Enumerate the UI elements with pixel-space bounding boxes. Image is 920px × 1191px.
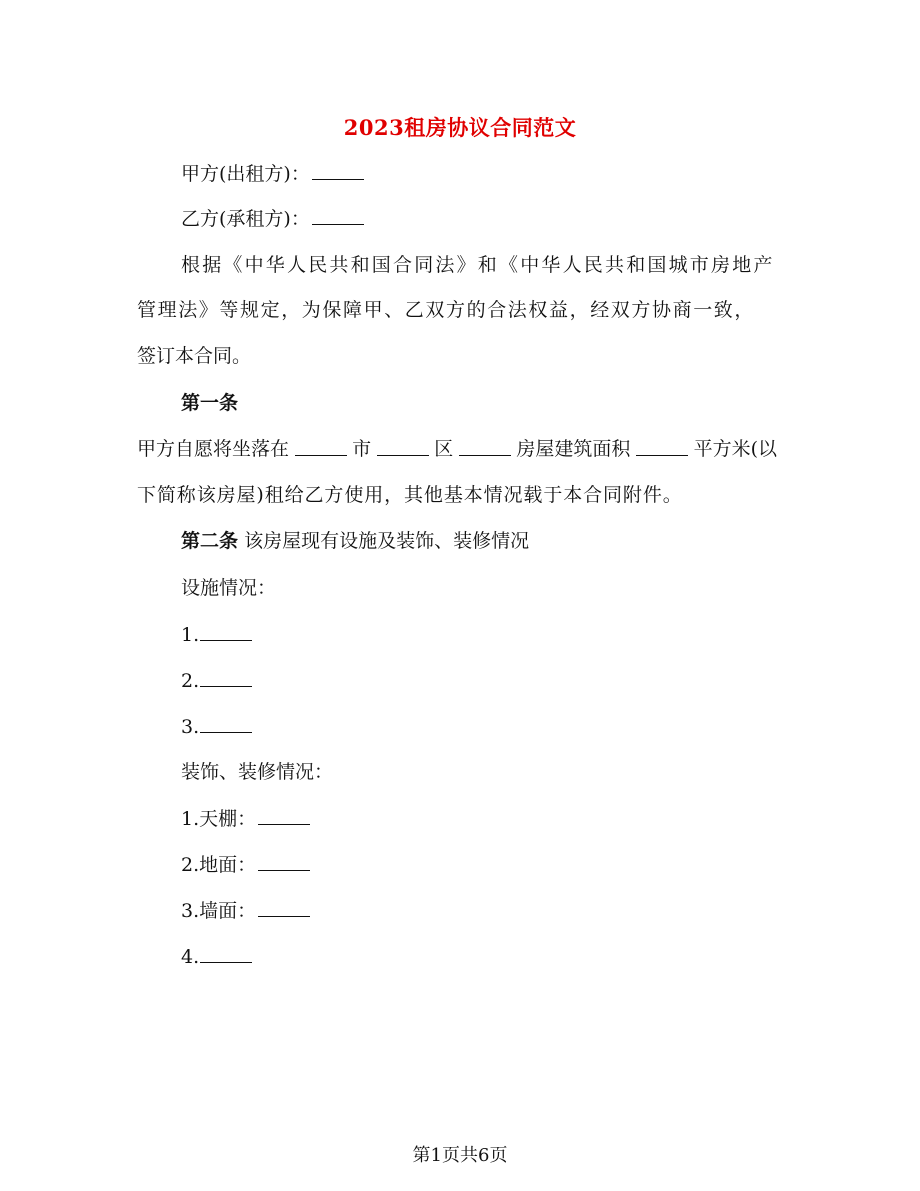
decoration-item-2: [181, 852, 312, 877]
decoration-item-3: [181, 898, 312, 923]
facility-item-2-blank: [200, 668, 252, 687]
decoration-item-3-blank: [258, 898, 310, 917]
article-2-heading-text: 该房屋现有设施及装饰、装修情况: [244, 530, 530, 552]
facility-item-1-blank: [200, 622, 252, 641]
facility-item-2-label: 2.: [181, 670, 200, 692]
facility-item-3-blank: [200, 714, 252, 733]
article-1-text-sqm: 平方米(以: [693, 438, 777, 460]
area-blank: [636, 437, 688, 456]
preamble-line-3: 签订本合同。: [137, 345, 252, 367]
party-a-blank: [312, 161, 364, 180]
decoration-item-3-label: 3.墙面：: [181, 900, 257, 922]
address-blank: [459, 437, 511, 456]
facility-item-2: [181, 668, 254, 693]
article-1-line-2: 下简称该房屋)租给乙方使用，其他基本情况载于本合同附件。: [137, 484, 683, 506]
facility-item-1: [181, 622, 254, 647]
decoration-label: 装饰、装修情况：: [181, 761, 334, 783]
decoration-item-1: [181, 806, 312, 831]
district-blank: [377, 437, 429, 456]
decoration-item-2-blank: [258, 852, 310, 871]
article-1-text-location: 甲方自愿将坐落在: [137, 438, 290, 460]
party-b-blank: [312, 206, 364, 225]
article-2-line: [181, 529, 529, 553]
party-a-label: 甲方(出租方)：: [181, 163, 310, 185]
decoration-item-1-label: 1.天棚：: [181, 808, 257, 830]
decoration-item-1-blank: [258, 806, 310, 825]
party-b-line: [181, 206, 366, 231]
decoration-item-4: [181, 944, 254, 969]
facility-item-3-label: 3.: [181, 716, 200, 738]
party-a-line: [181, 161, 366, 186]
preamble-line-2: 管理法》等规定，为保障甲、乙双方的合法权益，经双方协商一致，: [137, 299, 756, 321]
decoration-item-4-blank: [200, 944, 252, 963]
article-2-heading: 第二条: [181, 530, 239, 552]
decoration-item-2-label: 2.地面：: [181, 854, 257, 876]
preamble-line-1: 根据《中华人民共和国合同法》和《中华人民共和国城市房地产: [181, 254, 775, 276]
document-title: 2023租房协议合同范文: [343, 115, 577, 140]
article-1-heading: 第一条: [181, 392, 239, 414]
article-1-text-city: 市: [352, 438, 372, 460]
page-indicator: 第1页共6页: [412, 1145, 508, 1166]
city-blank: [295, 437, 347, 456]
facility-item-3: [181, 714, 254, 739]
facilities-label: 设施情况：: [181, 577, 277, 599]
article-1-text-area: 房屋建筑面积: [516, 438, 631, 460]
article-1-line-1: [137, 437, 777, 461]
party-b-label: 乙方(承租方)：: [181, 208, 310, 230]
article-1-text-district: 区: [434, 438, 454, 460]
decoration-item-4-label: 4.: [181, 946, 200, 968]
facility-item-1-label: 1.: [181, 624, 200, 646]
